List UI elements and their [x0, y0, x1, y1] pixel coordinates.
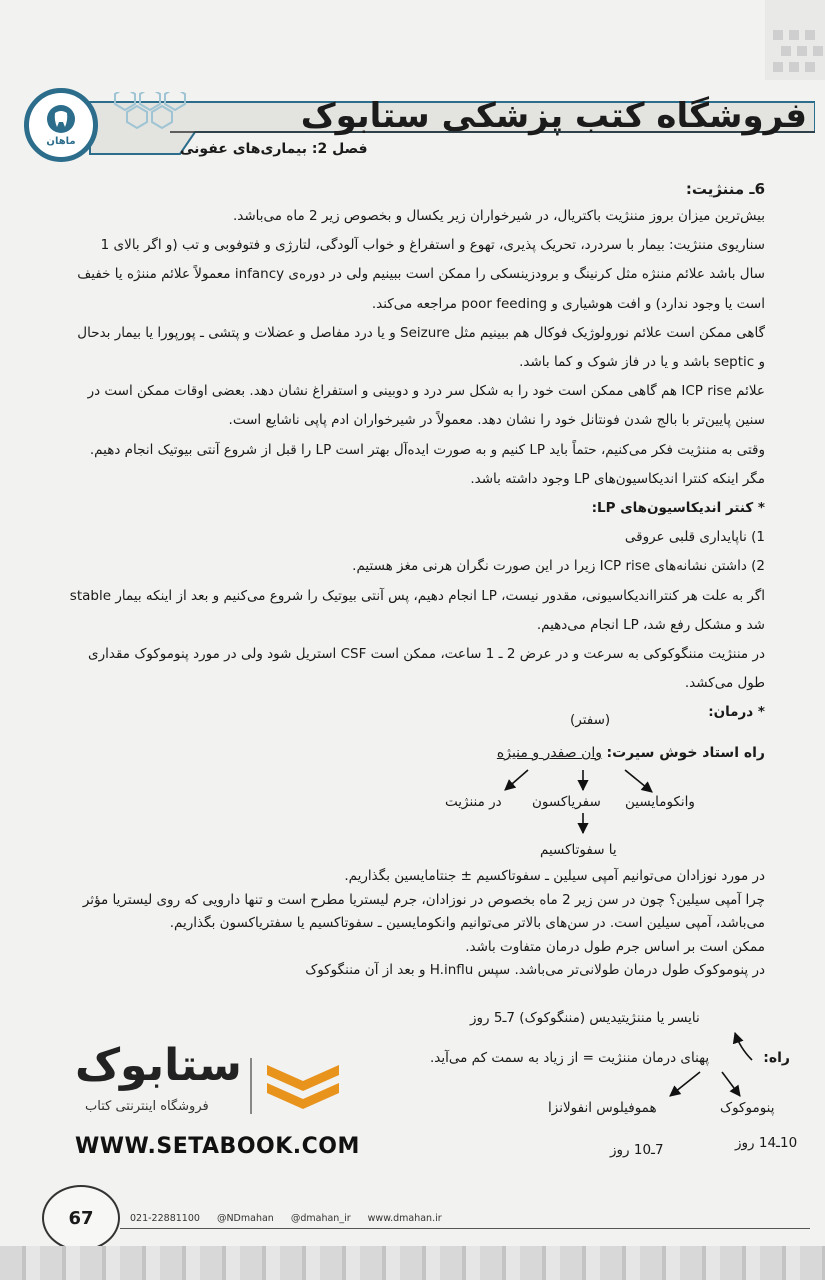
arrow-to-meningococcus — [735, 1033, 752, 1060]
mnemonic-line — [497, 745, 765, 761]
footer-website: www.dmahan.ir — [367, 1213, 442, 1224]
chapter-title: فصل 2: بیماری‌های عفونی — [180, 141, 368, 157]
drug-vancomycin: وانکومایسین — [625, 794, 695, 810]
book-stack-icon — [262, 1055, 344, 1115]
mnemonic-words: وان صفدر و منیژه — [496, 745, 603, 761]
watermark-brand-text: ستابوک — [75, 1040, 242, 1091]
duration-haemophilus: هموفیلوس انفولانزا — [548, 1100, 657, 1116]
footer-phone: 021-22881100 — [130, 1213, 200, 1224]
text-line: در پنوموکوک طول درمان طولانی‌تر می‌باشد. سپس H.influ و بعد از آن مننگوکوک — [305, 962, 765, 978]
text-line: علائم ICP rise هم گاهی ممکن است خود را به شکل سر درد و دوبینی و استفراغ نشان دهد. بعضی اوقات ممکن است در — [87, 383, 765, 400]
store-title: فروشگاه کتب پزشکی ستابوک — [300, 96, 807, 136]
text-line: بیش‌ترین میزان بروز مننژیت باکتریال، در شیرخواران زیر یکسال و بخصوص زیر 2 ماه می‌باشد. — [232, 208, 765, 224]
watermark-brand — [75, 1040, 242, 1091]
label-in-meningitis: در مننژیت — [445, 794, 502, 810]
text-line: می‌باشد، آمپی سیلین است. در سن‌های بالاتر می‌توانیم وانکومایسین ـ سفوتاکسیم یا سفتریاکسون بگذاریم. — [169, 915, 765, 931]
publisher-logo — [24, 88, 98, 162]
text-line: گاهی ممکن است علائم نورولوژیک فوکال هم ببینیم مثل Seizure و یا درد مفاصل و عضلات و پتشی ـ پورپورا یا بیمار بدحال — [77, 324, 765, 341]
section-title: 6ـ مننژیت: — [685, 180, 765, 198]
footer-instagram: @dmahan_ir — [290, 1213, 351, 1224]
watermark-store: فروشگاه اینترنتی کتاب — [85, 1099, 209, 1114]
text-line: چرا آمپی سیلین؟ چون در سن زیر 2 ماه بخصوص در نوزادان، جرم لیستریا مطرح است و تنها دارویی که روی لیستریا مؤثر — [82, 891, 765, 908]
text-line: در مورد نوزادان می‌توانیم آمپی سیلین ـ سفوتاکسیم ± جنتامایسین بگذاریم. — [344, 868, 765, 884]
text-line: ممکن است بر اساس جرم طول درمان متفاوت باشد. — [465, 938, 765, 955]
text-line: مگر اینکه کنترا اندیکاسیون‌های LP وجود داشته باشد. — [470, 470, 765, 487]
duration-days-hemo: 7ـ10 روز — [610, 1142, 664, 1158]
duration-days-pneumo: 10ـ14 روز — [735, 1135, 798, 1151]
text-line: سال باشد علائم مننژه مثل کرنینگ و برودزینسکی را ممکن است ببینیم ولی در دوره‌ی infancy معمولاً علائم مننژه یا خفیف — [77, 266, 765, 283]
text-line: * کنتر اندیکاسیون‌های LP: — [591, 500, 765, 516]
arrow-to-meningitis — [505, 770, 528, 790]
text-line: وقتی به مننژیت فکر می‌کنیم، حتماً باید LP کنیم و به صورت ایده‌آل بهتر است LP را قبل از شروع آنتی بیوتیک انجام دهیم. — [89, 441, 765, 458]
tooth-icon — [46, 104, 76, 134]
text-line: است یا وجود ندارد) و افت هوشیاری و poor feeding مراجعه می‌کند. — [371, 295, 765, 312]
arrow-to-vanco — [625, 770, 652, 792]
corner-pattern — [765, 0, 825, 80]
mnemonic-label: راه استاد خوش سیرت: — [606, 745, 765, 761]
text-line: در مننژیت مننگوکوکی به سرعت و در عرض 2 ـ 1 ساعت، ممکن است CSF استریل شود ولی در مورد پنوموکوک مقداری — [88, 646, 765, 662]
duration-rah-label: راه: — [763, 1050, 790, 1066]
arrow-to-haemophilus — [670, 1072, 700, 1096]
text-line: اگر به علت هر کنترااندیکاسیونی، مقدور نیست، LP انجام دهیم، پس آنتی بیوتیک را شروع می‌کنیم و بعد از اینکه بیمار stable — [69, 587, 765, 604]
drug-ceftriaxone: سفریاکسون — [532, 794, 601, 810]
drug-cefotaxime: یا سفوتاکسیم — [540, 842, 617, 858]
footer-rule — [120, 1228, 810, 1229]
watermark-url: WWW.SETABOOK.COM — [75, 1134, 360, 1159]
duration-meningococcus: نایسر یا مننژیتیدیس (مننگوکوک) 7ـ5 روز — [470, 1010, 700, 1026]
text-line: 1) ناپایداری قلبی عروقی — [624, 529, 765, 546]
treatment-paren-note: (سفتر) — [570, 712, 611, 728]
footer-telegram: @NDmahan — [216, 1213, 274, 1224]
text-line: و septic باشد و یا در فاز شوک و کما باشد. — [519, 354, 765, 370]
arrow-to-pneumococcus — [722, 1072, 740, 1096]
footer-strip — [0, 1246, 825, 1280]
text-line: * درمان: — [708, 704, 765, 721]
text-line: سنین پایین‌تر با بالج شدن فونتانل خود را نشان دهد. معمولاً در شیرخواران ادم پاپی ناشایع است. — [228, 412, 765, 429]
text-line: طول می‌کشد. — [684, 675, 765, 692]
page-number — [42, 1185, 120, 1251]
watermark-divider — [250, 1058, 252, 1114]
text-line: سناریوی مننژیت: بیمار با سردرد، تحریک پذیری، تهوع و استفراغ و خواب آلودگی، لتارژی و فتوفوبی و تب (و اگر بالای 1 — [100, 237, 765, 254]
page-number-text: 67 — [68, 1207, 94, 1229]
footer-contacts — [130, 1213, 456, 1224]
text-line: شد و مشکل رفع شد، LP انجام می‌دهیم. — [536, 616, 765, 633]
duration-pneumococcus: پنوموکوک — [720, 1100, 775, 1116]
text-line: 2) داشتن نشانه‌های ICP rise زیرا در این صورت نگران هرنی مغز هستیم. — [352, 558, 765, 575]
logo-text: ماهان — [46, 135, 76, 147]
duration-breadth-note: پهنای درمان مننژیت = از زیاد به سمت کم می‌آید. — [430, 1050, 710, 1066]
